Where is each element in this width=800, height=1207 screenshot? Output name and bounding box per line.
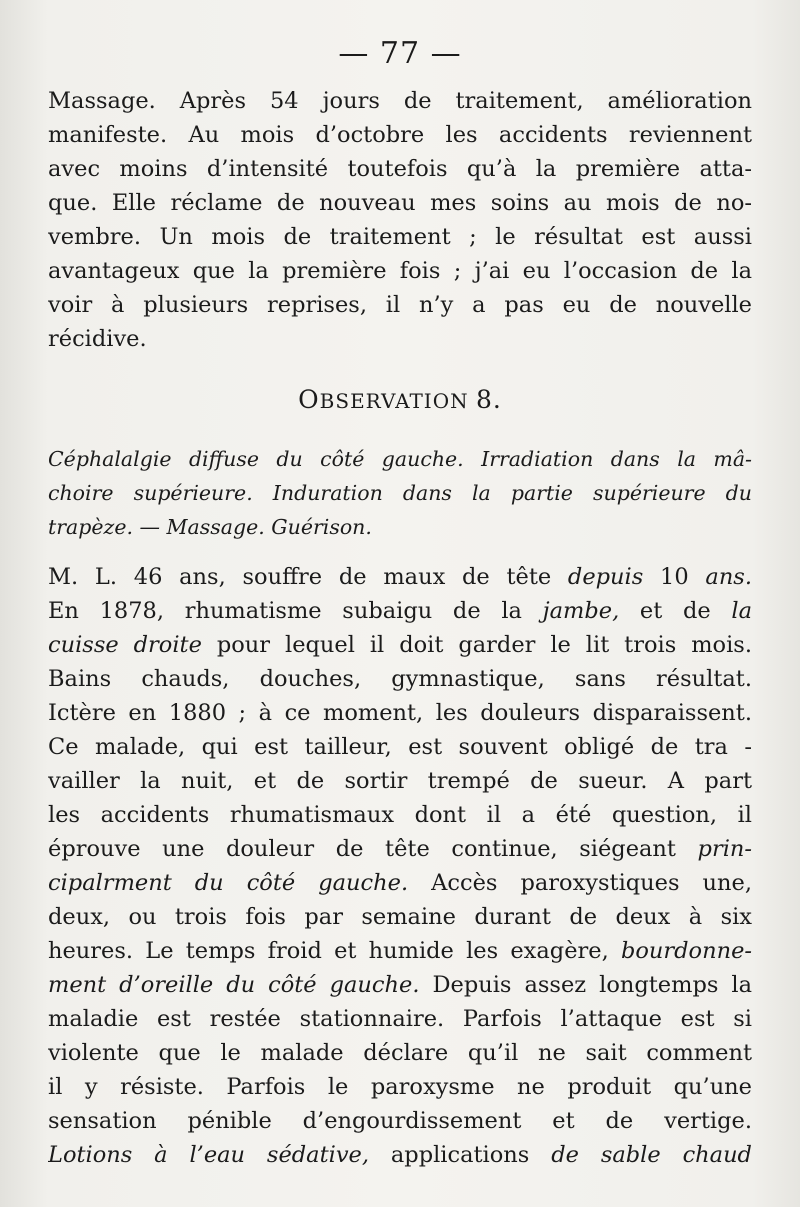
paragraph-continuation [48, 84, 752, 356]
text-segment: vailler la nuit, et de sortir trempé de sueur. A part [48, 768, 752, 794]
text-segment: applications [369, 1142, 552, 1168]
case-body [48, 560, 752, 1172]
text-segment: En 1878, rhumatisme subaigu de la [48, 598, 543, 624]
text-segment: pour lequel il doit garder le lit trois mois. [201, 632, 752, 658]
text-line [48, 900, 752, 934]
text-segment: il y résiste. Parfois le paroxysme ne produit qu’une [48, 1074, 752, 1100]
text-segment: Ictère en 1880 ; à ce moment, les douleurs disparaissent. [48, 700, 752, 726]
heading-initial: O [298, 385, 320, 414]
italic-segment: ment d’oreille du côté gauche. [48, 972, 420, 998]
text-line [48, 1138, 752, 1172]
text-line: que. Elle réclame de nouveau mes soins au mois de no- [48, 190, 752, 216]
text-line: vembre. Un mois de traitement ; le résultat est aussi [48, 224, 752, 250]
text-line [48, 696, 752, 730]
italic-segment: la [731, 598, 752, 624]
italic-segment: prin- [697, 836, 752, 862]
text-line [48, 628, 752, 662]
text-line [48, 764, 752, 798]
italic-segment: jambe, [542, 598, 620, 624]
text-segment: maladie est restée stationnaire. Parfois l’attaque est si [48, 1006, 752, 1032]
text-line [48, 1070, 752, 1104]
text-line [48, 866, 752, 900]
text-segment: Ce malade, qui est tailleur, est souvent obligé de tra - [48, 734, 752, 760]
italic-segment: de sable chaud [551, 1142, 752, 1168]
text-segment: et de [619, 598, 732, 624]
italic-segment: cuisse droite [48, 632, 202, 658]
text-line [48, 1036, 752, 1070]
text-line [48, 560, 752, 594]
text-line: choire supérieure. Induration dans la partie supérieure du [48, 481, 752, 505]
italic-segment: ans. [705, 564, 752, 590]
text-line [48, 1002, 752, 1036]
text-line [48, 1104, 752, 1138]
text-line [48, 832, 752, 866]
italic-segment: depuis [567, 564, 644, 590]
text-line: trapèze. — Massage. Guérison. [48, 515, 372, 539]
text-segment: les accidents rhumatismaux dont il a été question, il [48, 802, 752, 828]
text-line: Massage. Après 54 jours de traitement, amélioration [48, 88, 752, 114]
text-segment: Depuis assez longtemps la [419, 972, 752, 998]
text-segment: sensation pénible d’engourdissement et de vertige. [48, 1108, 752, 1134]
text-segment: éprouve une douleur de tête continue, siégeant [48, 836, 698, 862]
text-segment: M. L. 46 ans, souffre de maux de tête [48, 564, 568, 590]
italic-segment: bourdonne- [620, 938, 752, 964]
text-segment: heures. Le temps froid et humide les exagère, [48, 938, 621, 964]
text-line [48, 662, 752, 696]
text-line [48, 968, 752, 1002]
text-segment: violente que le malade déclare qu’il ne sait comment [48, 1040, 752, 1066]
page-number: — 77 — [338, 36, 462, 71]
text-segment: Bains chauds, douches, gymnastique, sans résultat. [48, 666, 752, 692]
text-segment: 10 [643, 564, 706, 590]
text-line [48, 730, 752, 764]
observation-heading [0, 385, 800, 414]
text-segment: Accès paroxystiques une, [408, 870, 752, 896]
text-line [48, 798, 752, 832]
text-line: voir à plusieurs reprises, il n’y a pas eu de nouvelle [48, 292, 752, 318]
text-line [48, 594, 752, 628]
italic-segment: Lotions à l’eau sédative, [48, 1142, 370, 1168]
heading-word: BSERVATION [319, 389, 469, 413]
text-line: avantageux que la première fois ; j’ai eu l’occasion de la [48, 258, 752, 284]
text-line [48, 934, 752, 968]
text-line: Céphalalgie diffuse du côté gauche. Irradiation dans la mâ- [48, 447, 752, 471]
heading-number: 8. [475, 385, 502, 414]
text-line: avec moins d’intensité toutefois qu’à la première atta- [48, 156, 752, 182]
text-line: manifeste. Au mois d’octobre les accidents reviennent [48, 122, 752, 148]
italic-segment: cipalrment du côté gauche. [48, 870, 409, 896]
case-summary [48, 442, 752, 544]
text-segment: deux, ou trois fois par semaine durant de deux à six [48, 904, 752, 930]
text-line: récidive. [48, 326, 147, 352]
